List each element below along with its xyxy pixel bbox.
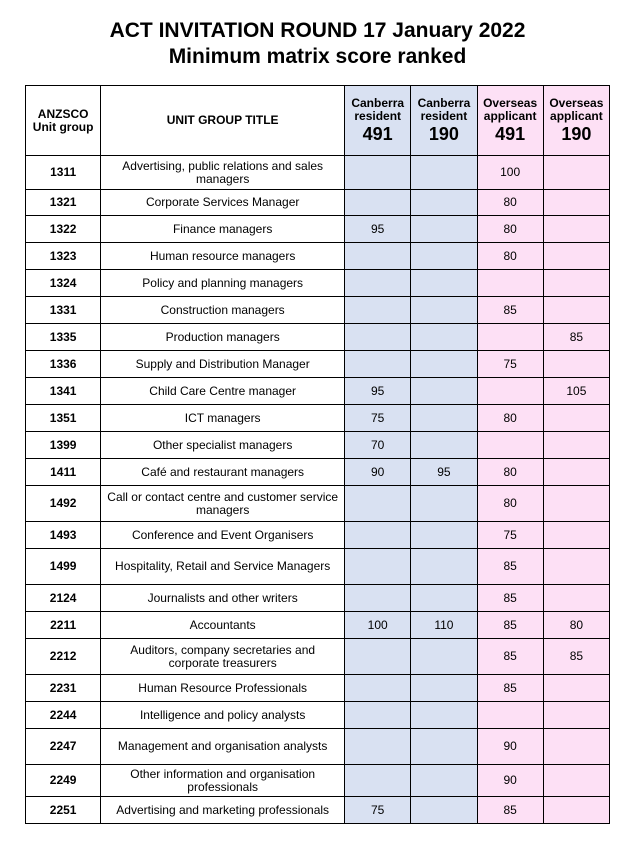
table-row bbox=[26, 585, 610, 612]
overseas-190-score bbox=[543, 675, 609, 702]
overseas-190-score: 80 bbox=[543, 612, 609, 639]
header-overseas-190-label: Overseas applicant bbox=[549, 95, 604, 123]
canberra-190-score bbox=[411, 190, 477, 216]
canberra-190-score bbox=[411, 585, 477, 612]
table-row bbox=[26, 549, 610, 585]
canberra-190-score bbox=[411, 729, 477, 765]
canberra-190-score bbox=[411, 216, 477, 243]
overseas-491-score: 85 bbox=[477, 797, 543, 824]
table-row bbox=[26, 765, 610, 797]
header-overseas-491 bbox=[477, 86, 543, 156]
overseas-491-score: 80 bbox=[477, 216, 543, 243]
unit-group-code: 2244 bbox=[26, 702, 101, 729]
table-row bbox=[26, 297, 610, 324]
table-row bbox=[26, 702, 610, 729]
header-overseas-491-visa: 491 bbox=[495, 123, 526, 144]
header-overseas-491-label: Overseas applicant bbox=[483, 95, 538, 123]
header-canberra-491-visa: 491 bbox=[362, 123, 393, 144]
canberra-190-score bbox=[411, 522, 477, 549]
unit-group-title: Accountants bbox=[101, 612, 345, 639]
table-row bbox=[26, 639, 610, 675]
canberra-190-score bbox=[411, 675, 477, 702]
overseas-491-score bbox=[477, 270, 543, 297]
unit-group-title: Intelligence and policy analysts bbox=[101, 702, 345, 729]
table-row bbox=[26, 486, 610, 522]
canberra-190-score bbox=[411, 351, 477, 378]
canberra-491-score bbox=[345, 765, 411, 797]
table-row bbox=[26, 797, 610, 824]
canberra-190-score bbox=[411, 702, 477, 729]
overseas-491-score: 75 bbox=[477, 351, 543, 378]
overseas-491-score: 85 bbox=[477, 585, 543, 612]
header-anzsco: ANZSCO Unit group bbox=[26, 86, 101, 156]
canberra-491-score: 70 bbox=[345, 432, 411, 459]
unit-group-code: 2249 bbox=[26, 765, 101, 797]
canberra-190-score bbox=[411, 243, 477, 270]
unit-group-code: 2231 bbox=[26, 675, 101, 702]
overseas-190-score: 85 bbox=[543, 324, 609, 351]
unit-group-code: 1311 bbox=[26, 156, 101, 190]
overseas-190-score bbox=[543, 156, 609, 190]
overseas-491-score: 90 bbox=[477, 729, 543, 765]
unit-group-title: Finance managers bbox=[101, 216, 345, 243]
unit-group-code: 2212 bbox=[26, 639, 101, 675]
header-canberra-190 bbox=[411, 86, 477, 156]
unit-group-title: Other information and organisation professionals bbox=[101, 765, 345, 797]
table-row bbox=[26, 270, 610, 297]
canberra-190-score: 110 bbox=[411, 612, 477, 639]
canberra-491-score: 95 bbox=[345, 216, 411, 243]
overseas-491-score: 80 bbox=[477, 190, 543, 216]
overseas-491-score: 80 bbox=[477, 459, 543, 486]
table-row bbox=[26, 378, 610, 405]
unit-group-title: Café and restaurant managers bbox=[101, 459, 345, 486]
overseas-190-score bbox=[543, 216, 609, 243]
canberra-491-score bbox=[345, 729, 411, 765]
overseas-491-score: 75 bbox=[477, 522, 543, 549]
unit-group-code: 2247 bbox=[26, 729, 101, 765]
unit-group-code: 1399 bbox=[26, 432, 101, 459]
table-header-row bbox=[26, 86, 610, 156]
overseas-190-score bbox=[543, 522, 609, 549]
unit-group-code: 1411 bbox=[26, 459, 101, 486]
canberra-491-score bbox=[345, 702, 411, 729]
overseas-190-score: 85 bbox=[543, 639, 609, 675]
overseas-491-score: 80 bbox=[477, 486, 543, 522]
canberra-491-score bbox=[345, 156, 411, 190]
canberra-190-score bbox=[411, 270, 477, 297]
overseas-190-score bbox=[543, 459, 609, 486]
overseas-190-score bbox=[543, 351, 609, 378]
canberra-190-score bbox=[411, 405, 477, 432]
overseas-190-score bbox=[543, 549, 609, 585]
unit-group-title: Management and organisation analysts bbox=[101, 729, 345, 765]
canberra-190-score bbox=[411, 324, 477, 351]
canberra-491-score bbox=[345, 675, 411, 702]
canberra-190-score bbox=[411, 432, 477, 459]
overseas-190-score bbox=[543, 765, 609, 797]
overseas-491-score: 85 bbox=[477, 297, 543, 324]
canberra-491-score bbox=[345, 522, 411, 549]
table-row bbox=[26, 216, 610, 243]
unit-group-title: Other specialist managers bbox=[101, 432, 345, 459]
overseas-491-score: 90 bbox=[477, 765, 543, 797]
overseas-491-score: 85 bbox=[477, 612, 543, 639]
table-row bbox=[26, 324, 610, 351]
table-row bbox=[26, 190, 610, 216]
overseas-491-score: 85 bbox=[477, 675, 543, 702]
unit-group-title: ICT managers bbox=[101, 405, 345, 432]
canberra-491-score bbox=[345, 486, 411, 522]
unit-group-title: Corporate Services Manager bbox=[101, 190, 345, 216]
canberra-190-score bbox=[411, 297, 477, 324]
table-row bbox=[26, 243, 610, 270]
unit-group-title: Conference and Event Organisers bbox=[101, 522, 345, 549]
overseas-491-score: 100 bbox=[477, 156, 543, 190]
overseas-190-score bbox=[543, 243, 609, 270]
canberra-190-score bbox=[411, 378, 477, 405]
overseas-190-score bbox=[543, 270, 609, 297]
canberra-491-score bbox=[345, 243, 411, 270]
table-row bbox=[26, 612, 610, 639]
unit-group-title: Call or contact centre and customer service managers bbox=[101, 486, 345, 522]
canberra-491-score: 75 bbox=[345, 405, 411, 432]
table-row bbox=[26, 729, 610, 765]
header-unit-group-title: UNIT GROUP TITLE bbox=[101, 86, 345, 156]
unit-group-code: 1351 bbox=[26, 405, 101, 432]
canberra-190-score bbox=[411, 765, 477, 797]
unit-group-code: 1341 bbox=[26, 378, 101, 405]
header-canberra-491-label: Canberra resident bbox=[351, 95, 405, 123]
unit-group-title: Supply and Distribution Manager bbox=[101, 351, 345, 378]
unit-group-code: 1323 bbox=[26, 243, 101, 270]
unit-group-code: 1322 bbox=[26, 216, 101, 243]
unit-group-code: 1335 bbox=[26, 324, 101, 351]
canberra-491-score bbox=[345, 639, 411, 675]
unit-group-code: 1324 bbox=[26, 270, 101, 297]
canberra-190-score bbox=[411, 156, 477, 190]
document-title bbox=[0, 18, 635, 70]
unit-group-code: 2211 bbox=[26, 612, 101, 639]
unit-group-code: 1493 bbox=[26, 522, 101, 549]
unit-group-title: Policy and planning managers bbox=[101, 270, 345, 297]
unit-group-title: Auditors, company secretaries and corporate treasurers bbox=[101, 639, 345, 675]
canberra-190-score bbox=[411, 549, 477, 585]
canberra-491-score: 75 bbox=[345, 797, 411, 824]
unit-group-title: Child Care Centre manager bbox=[101, 378, 345, 405]
overseas-190-score bbox=[543, 297, 609, 324]
unit-group-code: 2251 bbox=[26, 797, 101, 824]
overseas-190-score bbox=[543, 585, 609, 612]
unit-group-title: Advertising, public relations and sales managers bbox=[101, 156, 345, 190]
overseas-190-score bbox=[543, 797, 609, 824]
overseas-190-score bbox=[543, 432, 609, 459]
table-row bbox=[26, 459, 610, 486]
canberra-190-score bbox=[411, 797, 477, 824]
overseas-190-score: 105 bbox=[543, 378, 609, 405]
canberra-491-score bbox=[345, 585, 411, 612]
table-row bbox=[26, 675, 610, 702]
overseas-491-score: 80 bbox=[477, 405, 543, 432]
title-line-2: Minimum matrix score ranked bbox=[168, 45, 467, 68]
canberra-491-score: 95 bbox=[345, 378, 411, 405]
unit-group-code: 1336 bbox=[26, 351, 101, 378]
unit-group-title: Human resource managers bbox=[101, 243, 345, 270]
canberra-491-score bbox=[345, 297, 411, 324]
canberra-491-score bbox=[345, 324, 411, 351]
unit-group-code: 1331 bbox=[26, 297, 101, 324]
canberra-190-score: 95 bbox=[411, 459, 477, 486]
overseas-190-score bbox=[543, 729, 609, 765]
table-row bbox=[26, 351, 610, 378]
canberra-491-score bbox=[345, 549, 411, 585]
canberra-190-score bbox=[411, 486, 477, 522]
header-canberra-491 bbox=[345, 86, 411, 156]
title-line-1: ACT INVITATION ROUND 17 January 2022 bbox=[109, 19, 526, 42]
unit-group-title: Advertising and marketing professionals bbox=[101, 797, 345, 824]
unit-group-title: Production managers bbox=[101, 324, 345, 351]
header-canberra-190-label: Canberra resident bbox=[417, 95, 471, 123]
unit-group-title: Construction managers bbox=[101, 297, 345, 324]
overseas-491-score: 85 bbox=[477, 639, 543, 675]
canberra-491-score: 100 bbox=[345, 612, 411, 639]
overseas-491-score bbox=[477, 432, 543, 459]
header-overseas-190 bbox=[543, 86, 609, 156]
overseas-190-score bbox=[543, 702, 609, 729]
overseas-190-score bbox=[543, 190, 609, 216]
overseas-491-score: 80 bbox=[477, 243, 543, 270]
header-canberra-190-visa: 190 bbox=[428, 123, 459, 144]
unit-group-title: Journalists and other writers bbox=[101, 585, 345, 612]
unit-group-title: Hospitality, Retail and Service Managers bbox=[101, 549, 345, 585]
unit-group-title: Human Resource Professionals bbox=[101, 675, 345, 702]
unit-group-code: 1321 bbox=[26, 190, 101, 216]
overseas-491-score: 85 bbox=[477, 549, 543, 585]
canberra-190-score bbox=[411, 639, 477, 675]
canberra-491-score bbox=[345, 190, 411, 216]
canberra-491-score bbox=[345, 351, 411, 378]
canberra-491-score: 90 bbox=[345, 459, 411, 486]
unit-group-code: 2124 bbox=[26, 585, 101, 612]
overseas-491-score bbox=[477, 702, 543, 729]
score-table bbox=[25, 85, 610, 824]
table-row bbox=[26, 432, 610, 459]
unit-group-code: 1492 bbox=[26, 486, 101, 522]
table-row bbox=[26, 522, 610, 549]
table-row bbox=[26, 156, 610, 190]
unit-group-code: 1499 bbox=[26, 549, 101, 585]
overseas-491-score bbox=[477, 378, 543, 405]
overseas-491-score bbox=[477, 324, 543, 351]
overseas-190-score bbox=[543, 486, 609, 522]
header-overseas-190-visa: 190 bbox=[561, 123, 592, 144]
canberra-491-score bbox=[345, 270, 411, 297]
overseas-190-score bbox=[543, 405, 609, 432]
table-row bbox=[26, 405, 610, 432]
